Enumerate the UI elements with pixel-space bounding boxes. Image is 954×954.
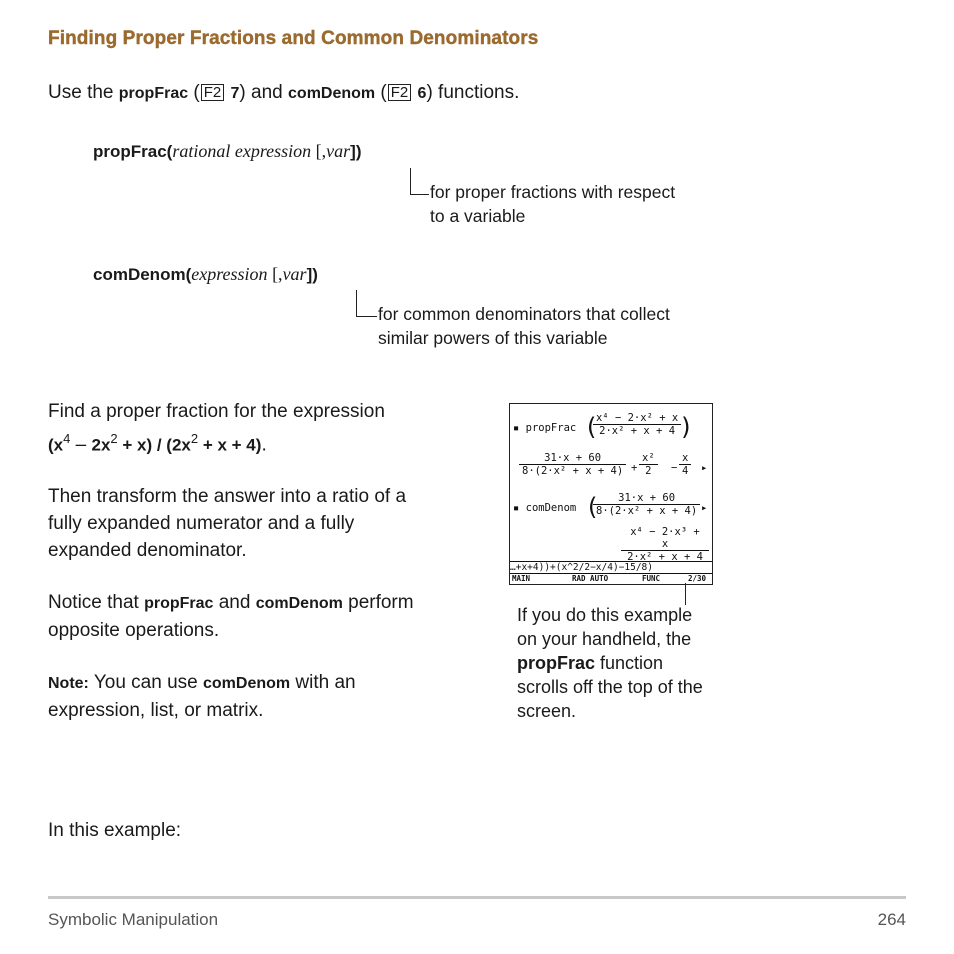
status-bar [510, 573, 712, 585]
lcd-operator: + [631, 462, 638, 474]
lcd-denominator: 4 [682, 465, 689, 477]
lcd-fraction [593, 492, 700, 517]
notice-paragraph [48, 589, 414, 644]
calculator-screen [509, 403, 713, 585]
period: . [261, 434, 267, 456]
comdenom-callout [378, 302, 670, 350]
paragraph-line: expression, list, or matrix. [48, 700, 264, 721]
paragraph-line: fully expanded numerator and a fully [48, 513, 355, 534]
comdenom-keyword: comDenom [203, 675, 291, 692]
lcd-paren: ( [585, 493, 600, 521]
lcd-numerator: x [679, 452, 691, 465]
footer-divider [48, 896, 906, 899]
entry-line-text: …+x+4))+(x^2/2−x/4)−15/8) [510, 562, 653, 573]
f2-key-icon: F2 [201, 84, 225, 101]
lcd-command: ▪ propFrac [513, 422, 577, 434]
expr-part: (x [48, 435, 64, 455]
paragraph-line: expanded denominator. [48, 540, 247, 561]
lcd-numerator: 31·x + 60 [519, 452, 626, 465]
expr-part: + x) / (2x [117, 435, 191, 455]
lcd-numerator: x² [639, 452, 658, 465]
lcd-fraction [519, 452, 626, 477]
lcd-paren: ) [679, 413, 694, 441]
comdenom-syntax [93, 264, 318, 285]
scroll-right-icon: ▸ [701, 502, 708, 514]
lcd-denominator: 2·x² + x + 4 [599, 425, 676, 437]
lcd-denominator: 8·(2·x² + x + 4) [596, 505, 698, 517]
lcd-fraction [593, 412, 681, 437]
caption-text: function [595, 653, 664, 673]
comdenom-key-number: 6 [417, 85, 427, 102]
lcd-fraction [621, 526, 709, 563]
exponent: 4 [63, 431, 71, 446]
history-result-propfrac [513, 450, 709, 490]
history-result-comdenom [513, 526, 709, 563]
syntax-var: var [282, 264, 307, 284]
entry-line [510, 561, 712, 573]
expression [48, 425, 385, 458]
text: Notice that [48, 592, 139, 613]
paragraph-line: Find a proper fraction for the expression [48, 401, 385, 422]
lcd-fraction [679, 452, 691, 477]
lcd-fraction [639, 452, 658, 477]
syntax-arg: expression [191, 264, 268, 284]
callout-bracket [356, 290, 377, 317]
text: You can use [93, 672, 198, 693]
caption-line: scrolls off the top of the [517, 677, 703, 697]
intro-line [48, 79, 519, 107]
lcd-numerator: x⁴ − 2·x² + x [593, 412, 681, 425]
caption-leader-line [685, 583, 686, 605]
propfrac-syntax [93, 141, 362, 162]
syntax-opt: [, [311, 141, 327, 161]
lcd-denominator: 2·x² + x + 4 [627, 551, 703, 563]
propfrac-callout [430, 180, 675, 228]
syntax-close: ]) [350, 142, 362, 161]
note-paragraph [48, 669, 356, 724]
syntax-var: var [326, 141, 351, 161]
lcd-paren: ( [584, 413, 599, 441]
lcd-denominator: 8·(2·x² + x + 4) [522, 465, 624, 477]
propfrac-key-number: 7 [230, 85, 240, 102]
callout-line: similar powers of this variable [378, 328, 608, 348]
history-entry-propfrac [513, 408, 709, 448]
note-label: Note: [48, 675, 89, 692]
paren: ( [380, 82, 387, 103]
status-folder: MAIN [512, 574, 531, 583]
expr-part: + x + 4) [198, 435, 262, 455]
exponent: 2 [110, 431, 118, 446]
lcd-command: ▪ comDenom [513, 502, 577, 514]
propfrac-keyword: propFrac [517, 653, 596, 673]
intro-functions: ) functions. [426, 82, 520, 103]
status-mode: RAD AUTO [572, 574, 609, 583]
intro-and: ) and [239, 82, 283, 103]
lcd-numerator: 31·x + 60 [593, 492, 700, 505]
example-label: In this example: [48, 820, 182, 841]
callout-line: for common denominators that collect [378, 304, 670, 324]
transform-paragraph [48, 483, 406, 564]
footer-section: Symbolic Manipulation [48, 910, 219, 929]
callout-line: for proper fractions with respect [430, 182, 676, 202]
comdenom-keyword: comDenom [255, 595, 343, 612]
syntax-opt: [, [267, 264, 283, 284]
lcd-operator: − [671, 462, 678, 474]
propfrac-keyword: propFrac [144, 595, 214, 612]
expr-part: – [70, 434, 92, 456]
history-entry-comdenom [513, 490, 709, 530]
comdenom-keyword: comDenom [288, 85, 376, 102]
syntax-name: propFrac( [93, 142, 173, 161]
paragraph-line: opposite operations. [48, 620, 220, 641]
text: perform [348, 592, 414, 613]
lcd-denominator: 2 [645, 465, 652, 477]
propfrac-keyword: propFrac [118, 85, 189, 102]
caption-line: screen. [517, 701, 577, 721]
scroll-right-icon: ▸ [701, 462, 708, 474]
lcd-numerator: x⁴ − 2·x³ + x [621, 526, 709, 551]
page-title: Finding Proper Fractions and Common Denominators [48, 28, 539, 49]
intro-use-the: Use the [48, 82, 114, 103]
callout-line: to a variable [430, 206, 526, 226]
text: and [218, 592, 251, 613]
f2-key-icon: F2 [388, 84, 412, 101]
syntax-close: ]) [306, 265, 318, 284]
syntax-arg: rational expression [172, 141, 312, 161]
status-history-count: 2/30 [688, 574, 707, 583]
status-graph-mode: FUNC [642, 574, 661, 583]
callout-bracket [410, 168, 429, 195]
text: with an [295, 672, 356, 693]
expr-part: 2x [91, 435, 111, 455]
instruction-paragraph [48, 398, 385, 458]
syntax-name: comDenom( [93, 265, 192, 284]
caption-line: on your handheld, the [517, 629, 692, 649]
exponent: 2 [190, 431, 199, 446]
paragraph-line: Then transform the answer into a ratio of a [48, 486, 407, 507]
caption-line: If you do this example [517, 605, 693, 625]
paren: ( [193, 82, 200, 103]
page-number: 264 [877, 910, 906, 929]
screen-caption [517, 603, 703, 723]
